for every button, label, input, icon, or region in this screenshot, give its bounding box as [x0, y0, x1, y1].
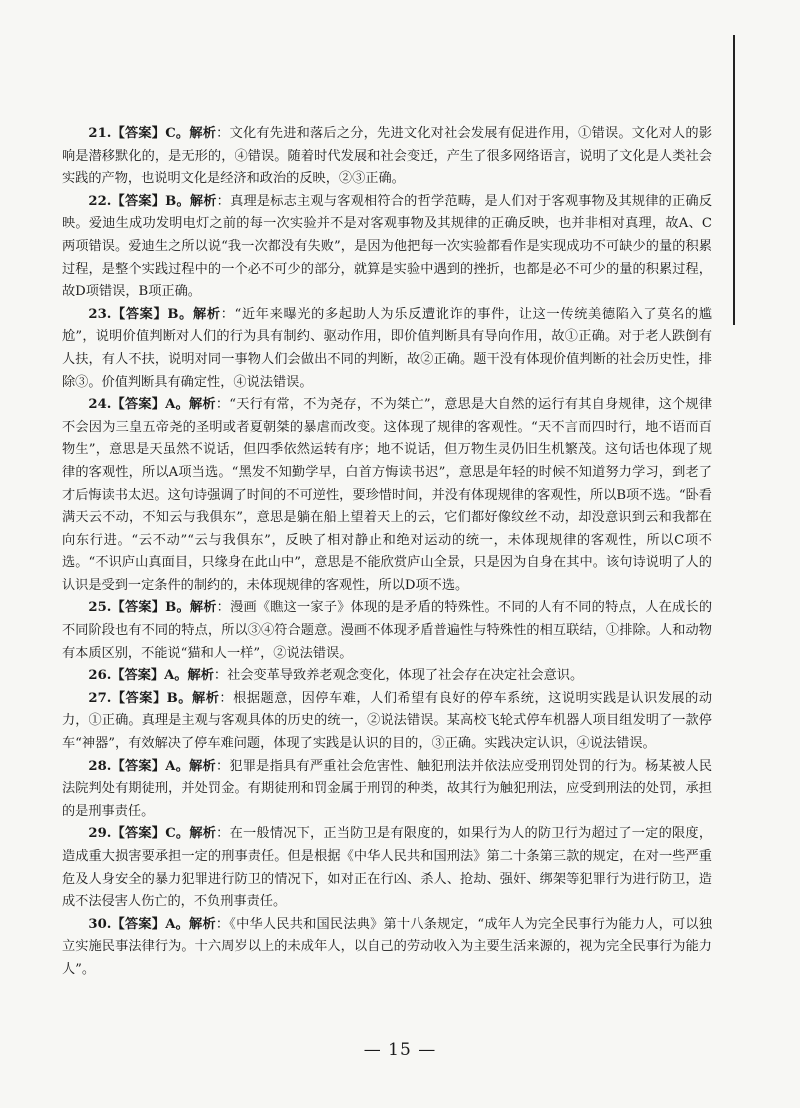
answer-item-27	[62, 688, 712, 756]
answer-item-21	[62, 123, 712, 191]
answer-tag: 【答案】	[111, 306, 168, 322]
answer-choice: B。	[166, 690, 193, 706]
analysis-label: 解析	[189, 600, 217, 616]
item-number: 30.	[88, 916, 112, 932]
answer-item-26	[62, 665, 712, 688]
analysis-label: 解析	[189, 826, 217, 842]
answer-tag: 【答案】	[111, 758, 166, 774]
item-number: 29.	[88, 826, 112, 842]
answer-tag: 【答案】	[111, 826, 166, 842]
answer-choice: B。	[165, 193, 190, 209]
analysis-text: ：在一般情况下，正当防卫是有限度的，如果行为人的防卫行为超过了一定的限度，造成重大损害要承担一定的刑事责任。但是根据《中华人民共和国刑法》第二十条第三款的规定，在对一些严重危及人身安全的暴力犯罪进行防卫的情况下，如对正在行凶、杀人、抢劫、强奸、绑架等犯罪行为进行防卫，造成不法侵害人伤亡的，不负刑事责任。	[62, 826, 713, 910]
answer-tag: 【答案】	[111, 668, 165, 684]
answer-item-30	[62, 914, 712, 982]
answer-item-28	[62, 756, 712, 824]
item-number: 21.	[88, 126, 112, 141]
answer-item-24	[62, 394, 712, 597]
item-number: 27.	[88, 690, 112, 706]
analysis-label: 解析	[189, 758, 216, 774]
answer-item-29	[62, 823, 712, 913]
analysis-text: ：漫画《瞧这一家子》体现的是矛盾的特殊性。不同的人有不同的特点，人在成长的不同阶段也有不同的特点，所以③④符合题意。漫画不体现矛盾普遍性与特殊性的相互联结，①排除。人和动物有本质区别，不能说“猫和人一样”，②说法错误。	[62, 600, 713, 661]
analysis-text: ：文化有先进和落后之分，先进文化对社会发展有促进作用，①错误。文化对人的影响是潜移默化的，是无形的，④错误。随着时代发展和社会变迁，产生了很多网络语言，说明了文化是人类社会实践的产物，也说明文化是经济和政治的反映，②③正确。	[62, 126, 713, 187]
answer-item-23	[62, 304, 712, 394]
analysis-label: 解析	[187, 668, 214, 684]
item-number: 22.	[88, 193, 112, 209]
analysis-label: 解析	[189, 397, 216, 413]
answer-choice: C。	[165, 826, 190, 842]
answer-choice: A。	[165, 758, 190, 774]
analysis-text: ：社会变革导致养老观念变化，体现了社会存在决定社会意识。	[213, 668, 584, 684]
analysis-text: ：根据题意，因停车难，人们希望有良好的停车系统，这说明实践是认识发展的动力，①正确。真理是主观与客观具体的历史的统一，②说法错误。某高校飞轮式停车机器人项目组发明了一款停车“神器”，有效解决了停车难问题，体现了实践是认识的目的，③正确。实践决定认识，④说法错误。	[62, 690, 713, 752]
item-number: 24.	[88, 397, 112, 413]
item-number: 28.	[88, 758, 112, 774]
answer-choice: B。	[165, 600, 190, 616]
answer-choice: A。	[165, 397, 190, 413]
page-number: — 15 —	[363, 1040, 437, 1060]
analysis-text: ：犯罪是指具有严重社会危害性、触犯刑法并依法应受刑罚处罚的行为。杨某被人民法院判处有期徒刑，并处罚金。有期徒刑和罚金属于刑罚的种类，故其行为触犯刑法，应受到刑法的处罚，承担的是刑事责任。	[62, 758, 713, 819]
answer-choice: A。	[164, 668, 188, 684]
analysis-text: ：《中华人民共和国民法典》第十八条规定，“成年人为完全民事行为能力人，可以独立实施民事法律行为。十六周岁以上的未成年人，以自己的劳动收入为主要生活来源的，视为完全民事行为能力人”。	[62, 916, 713, 977]
answer-tag: 【答案】	[111, 916, 166, 932]
item-number: 23.	[88, 306, 112, 322]
answer-tag: 【答案】	[111, 397, 166, 413]
analysis-text: ：“近年来曝光的多起助人为乐反遭讹诈的事件，让这一传统美德陷入了莫名的尴尬”，说明价值判断对人们的行为具有制约、驱动作用，即价值判断具有导向作用，故①正确。对于老人跌倒有人扶，有人不扶，说明对同一事物人们会做出不同的判断，故②正确。题干没有体现价值判断的社会历史性，排除③。价值判断具有确定性，④说法错误。	[62, 306, 712, 390]
answer-item-22	[62, 191, 712, 304]
answer-tag: 【答案】	[111, 193, 166, 209]
analysis-label: 解析	[189, 193, 217, 209]
answer-tag: 【答案】	[111, 600, 166, 616]
item-number: 26.	[88, 668, 112, 684]
answer-list	[62, 123, 712, 982]
scan-edge-line	[733, 35, 735, 325]
item-number: 25.	[88, 600, 112, 616]
answer-tag: 【答案】	[111, 690, 167, 706]
analysis-label: 解析	[189, 126, 217, 141]
answer-choice: C。	[165, 126, 190, 141]
analysis-text: ：“天行有常，不为尧存，不为桀亡”，意思是大自然的运行有其自身规律，这个规律不会因为三皇五帝尧的圣明或者夏朝桀的暴虐而改变。这体现了规律的客观性。“天不言而四时行，地不语而百物生”，意思是天虽然不说话，但四季依然运转有序；地不说话，但万物生灵仍旧生机繁茂。这句话也体现了规律的客观性，所以A项当选。“黑发不知勤学早，白首方悔读书迟”，意思是年轻的时候不知道努力学习，到老了才后悔读书太迟。这句诗强调了时间的不可逆性，要珍惜时间，并没有体现规律的客观性，所以B项不选。“卧看满天云不动，不知云与我俱东”，意思是躺在船上望着天上的云，它们都好像纹丝不动，却没意识到云和我都在向东行进。“云不动”“云与我俱东”，反映了相对静止和绝对运动的统一，未体现规律的客观性，所以C项不选。“不识庐山真面目，只缘身在此山中”，意思是不能欣赏庐山全景，只是因为自身在其中。该句诗说明了人的认识是受到一定条件的制约的，未体现规律的客观性，所以D项不选。	[62, 397, 713, 593]
analysis-label: 解析	[192, 690, 220, 706]
answer-tag: 【答案】	[111, 126, 166, 141]
analysis-label: 解析	[193, 306, 221, 322]
answer-choice: A。	[165, 916, 190, 932]
analysis-text: ：真理是标志主观与客观相符合的哲学范畴，是人们对于客观事物及其规律的正确反映。爱迪生成功发明电灯之前的每一次实验并不是对客观事物及其规律的正确反映，也并非相对真理，故A、C两项错误。爱迪生之所以说“我一次都没有失败”，是因为他把每一次实验都看作是实现成功不可缺少的量的积累过程，是整个实践过程中的一个必不可少的部分，就算是实验中遇到的挫折，也都是必不可少的量的积累过程，故D项错误，B项正确。	[62, 193, 713, 300]
analysis-label: 解析	[189, 916, 216, 932]
answer-choice: B。	[167, 306, 194, 322]
answer-item-25	[62, 597, 712, 665]
